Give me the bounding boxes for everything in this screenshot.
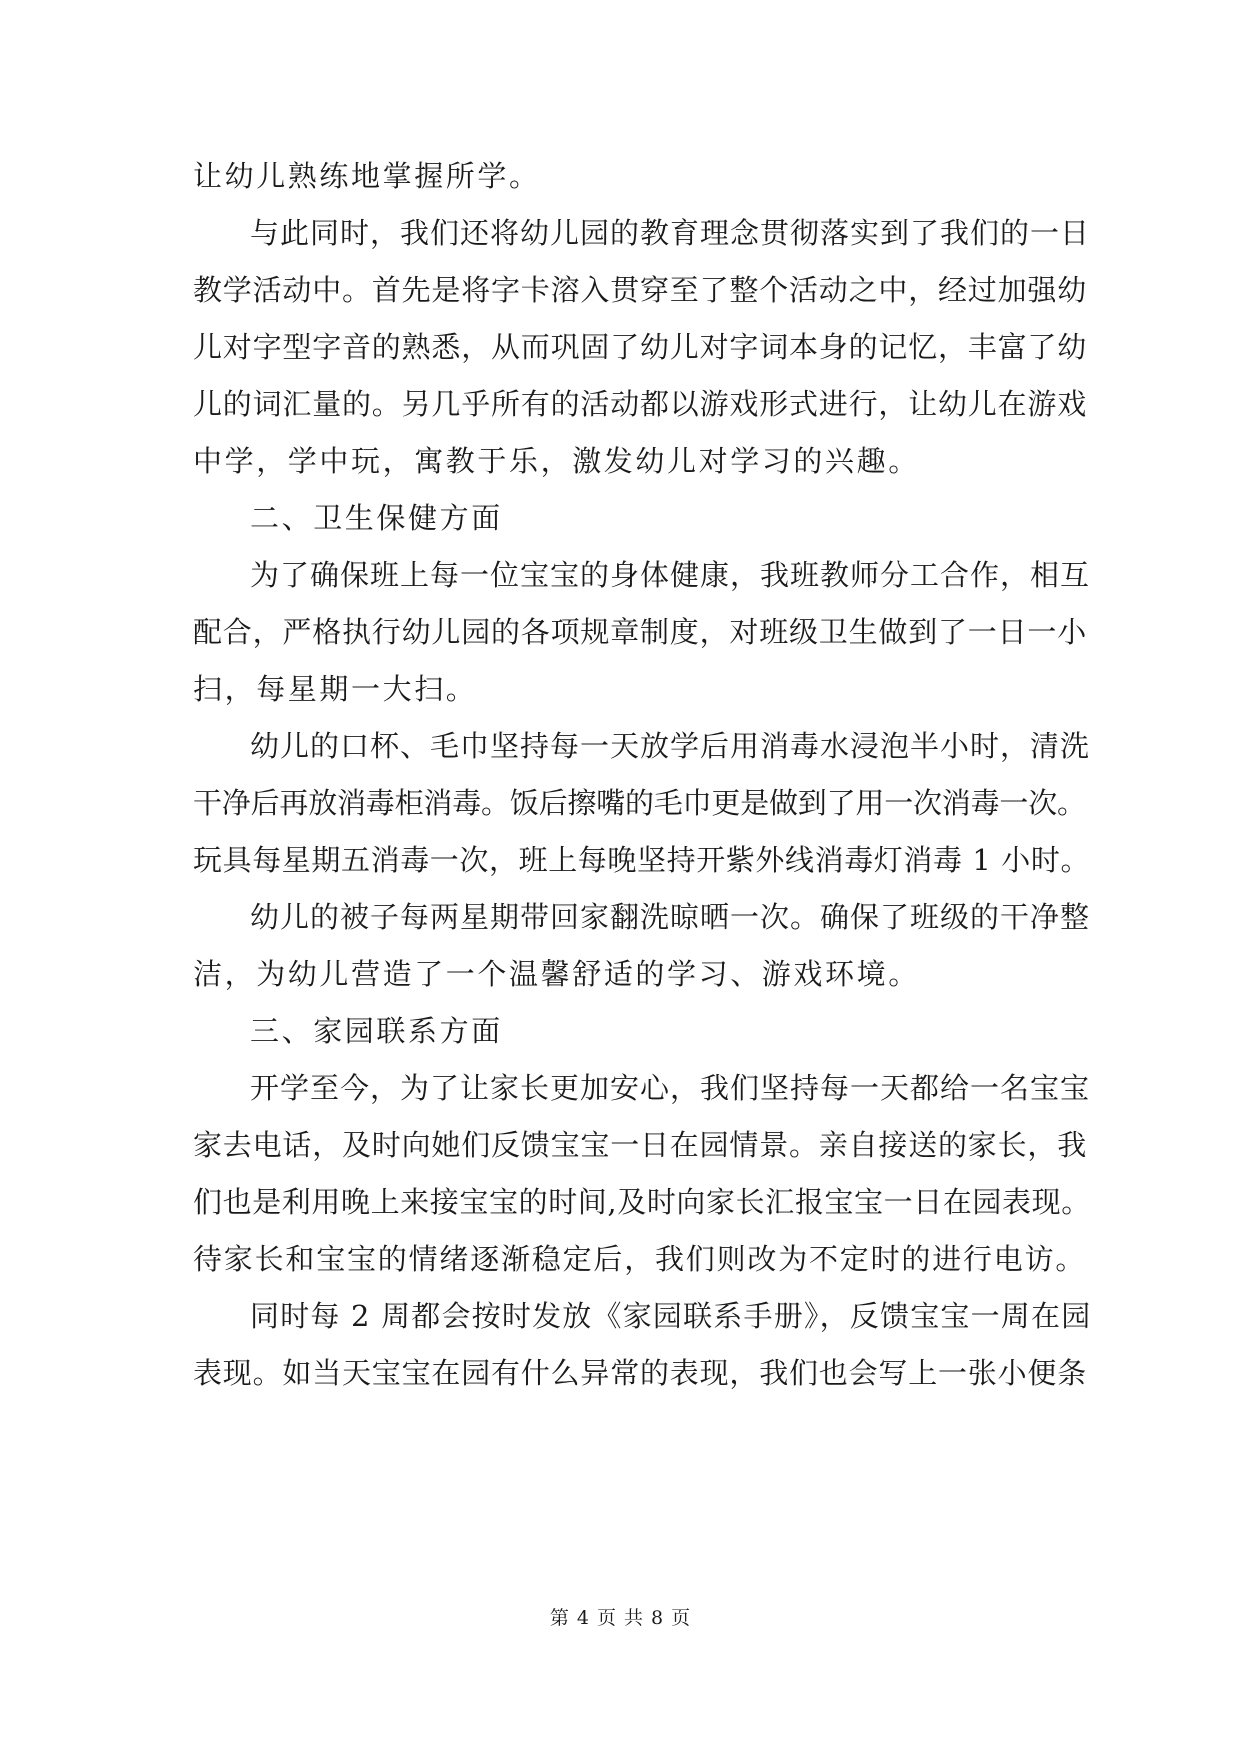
paragraph-line: 洁，为幼儿营造了一个温馨舒适的学习、游戏环境。 <box>193 957 920 991</box>
paragraph-line: 干净后再放消毒柜消毒。饭后擦嘴的毛巾更是做到了用一次消毒一次。 <box>193 786 1086 820</box>
section-heading: 三、家园联系方面 <box>250 1014 503 1048</box>
paragraph-line: 教学活动中。首先是将字卡溶入贯穿至了整个活动之中，经过加强幼 <box>193 273 1088 307</box>
paragraph-line: 待家长和宝宝的情绪逐渐稳定后，我们则改为不定时的进行电访。 <box>193 1242 1087 1276</box>
paragraph-line: 幼儿的被子每两星期带回家翻洗晾晒一次。确保了班级的干净整 <box>250 900 1091 934</box>
paragraph-line: 扫，每星期一大扫。 <box>193 672 478 706</box>
paragraph-line: 儿对字型字音的熟悉，从而巩固了幼儿对字词本身的记忆，丰富了幼 <box>193 330 1088 364</box>
paragraph-line: 配合，严格执行幼儿园的各项规章制度，对班级卫生做到了一日一小 <box>193 615 1088 649</box>
paragraph-line: 儿的词汇量的。另几乎所有的活动都以游戏形式进行，让幼儿在游戏 <box>193 387 1088 421</box>
page-number-footer: 第 4 页 共 8 页 <box>549 1607 692 1629</box>
paragraph-line: 同时每 2 周都会按时发放《家园联系手册》，反馈宝宝一周在园 <box>250 1299 1092 1333</box>
paragraph-line: 家去电话，及时向她们反馈宝宝一日在园情景。亲自接送的家长，我 <box>193 1128 1088 1162</box>
paragraph-line: 让幼儿熟练地掌握所学。 <box>193 159 541 193</box>
paragraph-line: 为了确保班上每一位宝宝的身体健康，我班教师分工合作，相互 <box>250 558 1091 592</box>
paragraph-line: 与此同时，我们还将幼儿园的教育理念贯彻落实到了我们的一日 <box>250 216 1091 250</box>
paragraph-line: 们也是利用晚上来接宝宝的时间,及时向家长汇报宝宝一日在园表现。 <box>193 1185 1091 1219</box>
section-heading: 二、卫生保健方面 <box>250 501 503 535</box>
paragraph-line: 表现。如当天宝宝在园有什么异常的表现，我们也会写上一张小便条 <box>193 1356 1088 1390</box>
paragraph-line: 玩具每星期五消毒一次，班上每晚坚持开紫外线消毒灯消毒 1 小时。 <box>193 843 1091 877</box>
paragraph-line: 幼儿的口杯、毛巾坚持每一天放学后用消毒水浸泡半小时，清洗 <box>250 729 1091 763</box>
paragraph-line: 开学至今，为了让家长更加安心，我们坚持每一天都给一名宝宝 <box>250 1071 1091 1105</box>
paragraph-line: 中学，学中玩，寓教于乐，激发幼儿对学习的兴趣。 <box>193 444 920 478</box>
